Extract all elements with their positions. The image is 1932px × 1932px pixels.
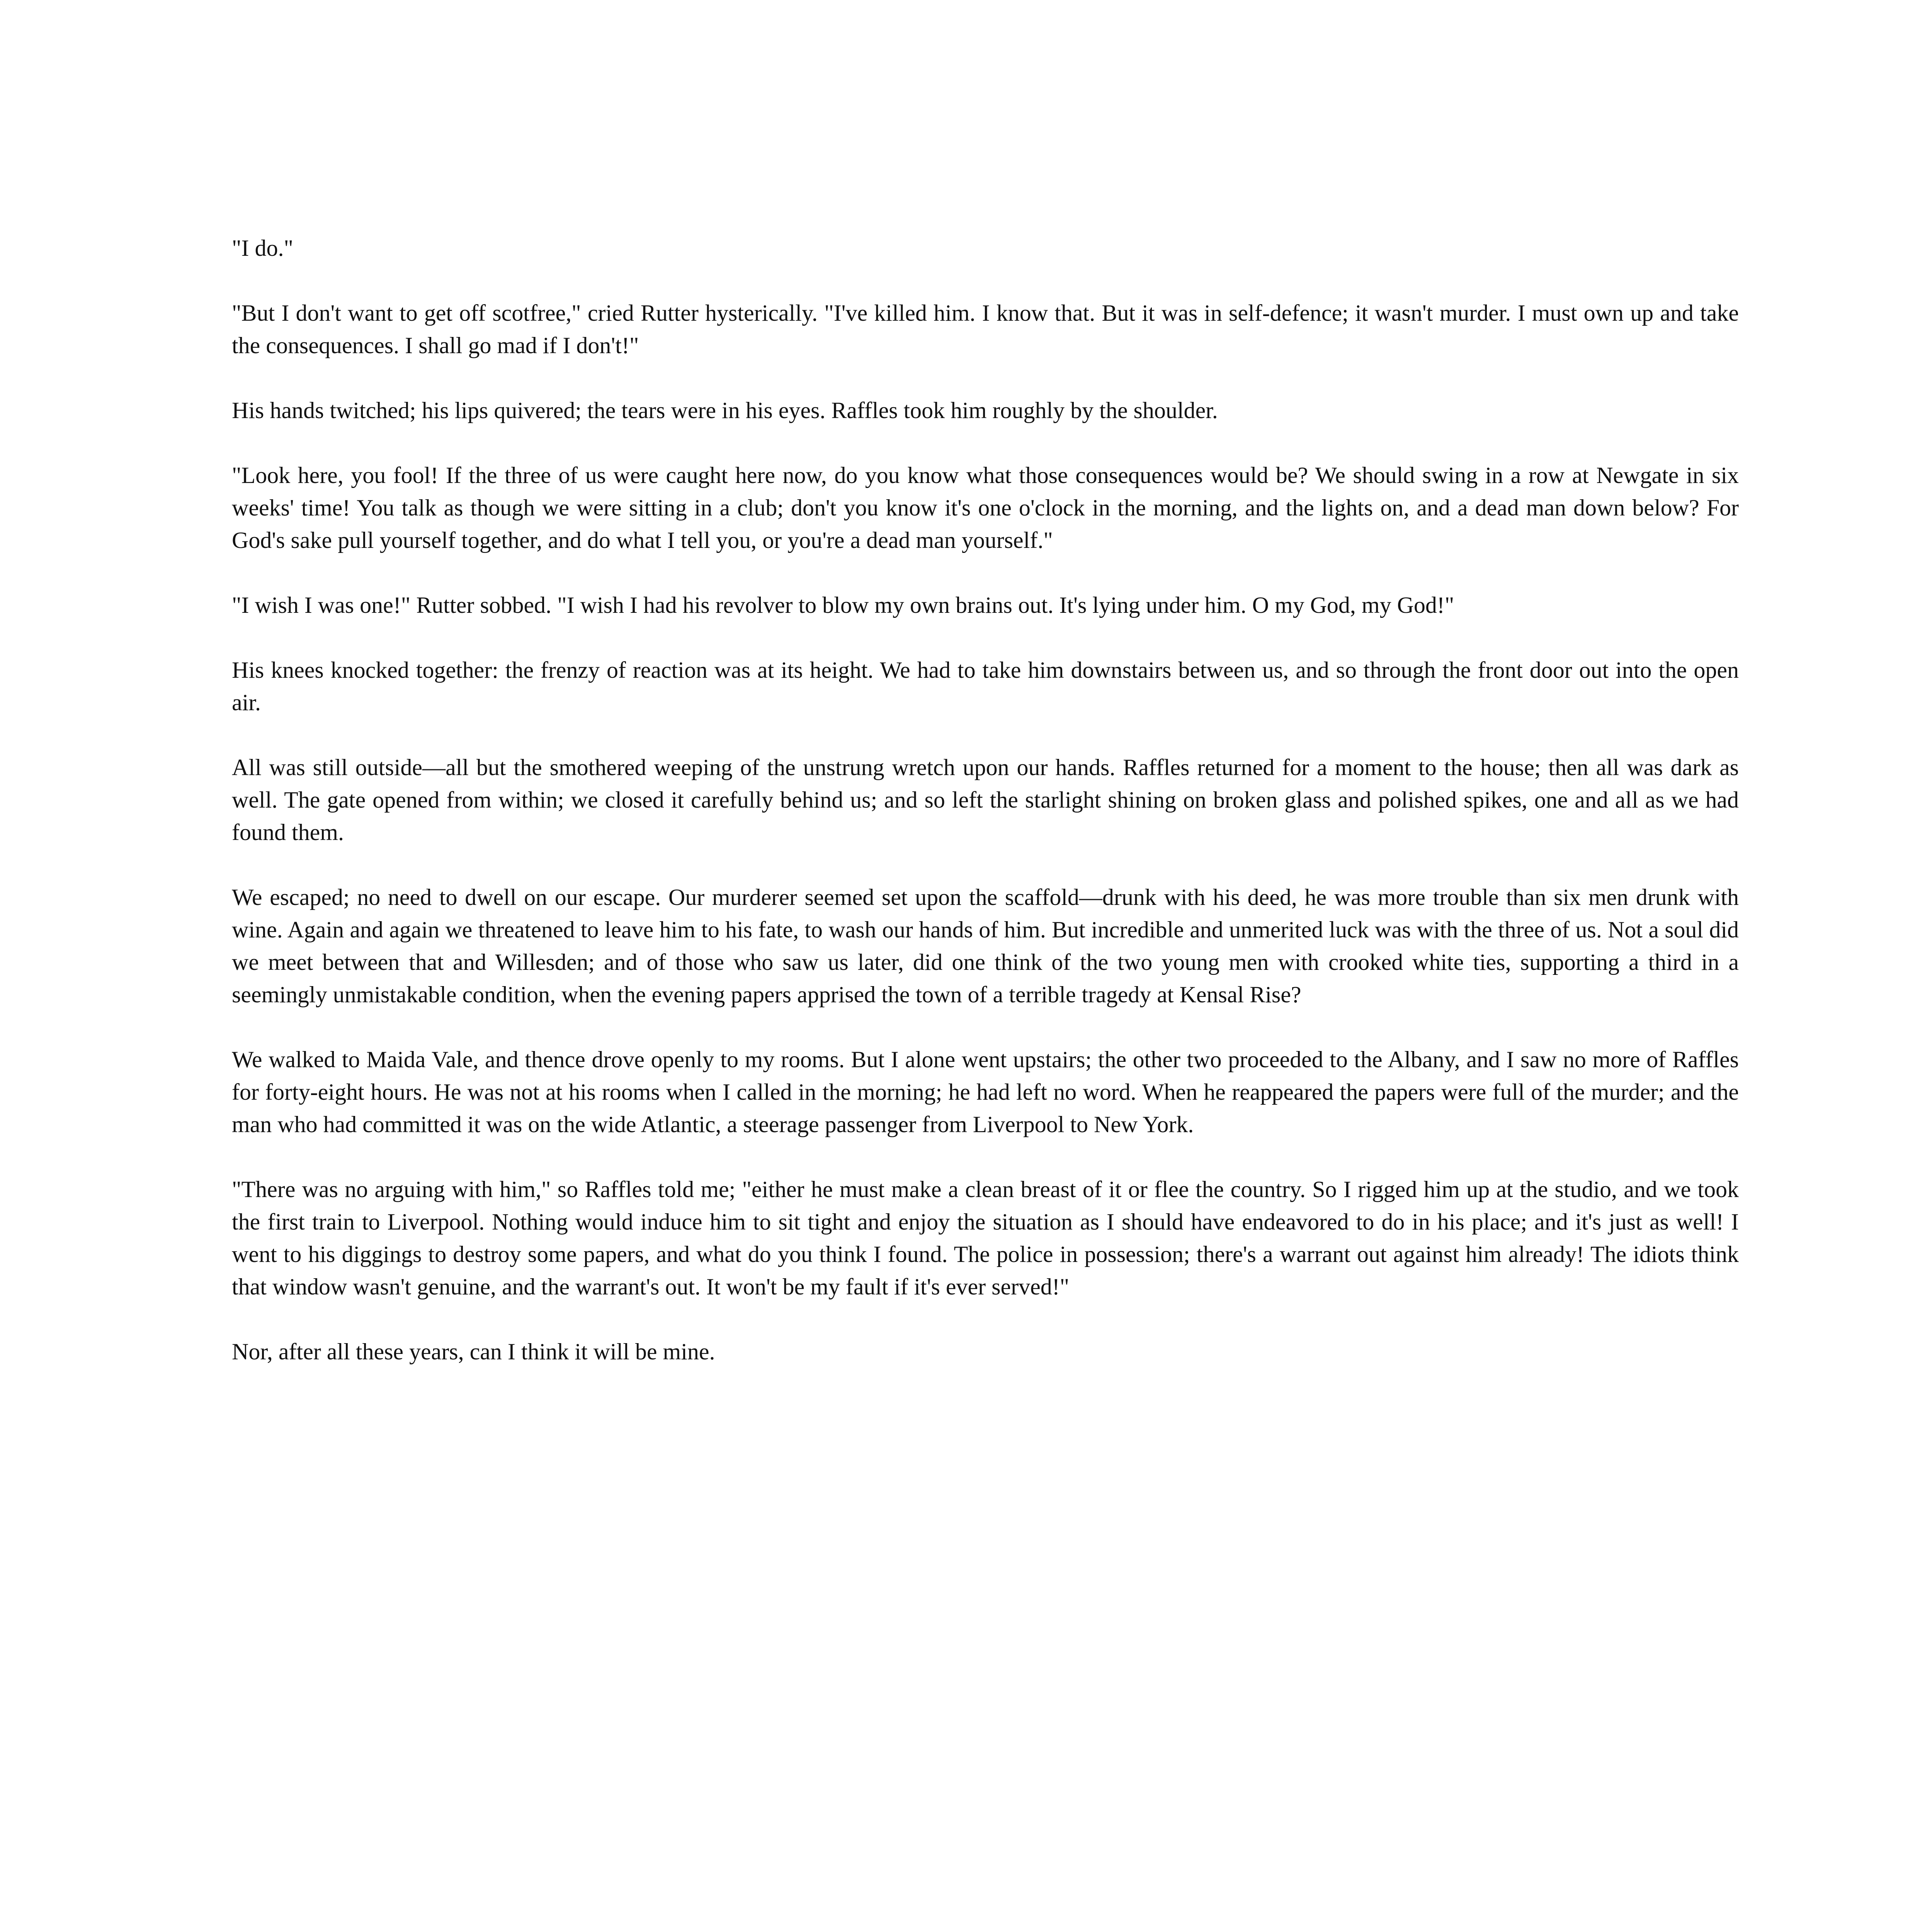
- paragraph: His hands twitched; his lips quivered; the tears were in his eyes. Raffles took him roughly by the shoulder.: [232, 398, 1218, 423]
- paragraph: We escaped; no need to dwell on our escape. Our murderer seemed set upon the scaffold—drunk with his deed, he was more trouble than six men drunk with wine. Again and again we threatened to leave him to his fate, to wash our hands of him. But incredible and unmerited luck was with the three of us. Not a soul did we meet between that and Willesden; and of those who saw us later, did one think of the two young men with crooked white ties, supporting a third in a seemingly unmistakable condition, when the evening papers apprised the town of a terrible tragedy at Kensal Rise?: [232, 884, 1739, 1007]
- paragraph: All was still outside—all but the smothered weeping of the unstrung wretch upon our hands. Raffles returned for a moment to the house; then all was dark as well. The gate opened from within; we closed it carefully behind us; and so left the starlight shining on broken glass and polished spikes, one and all as we had found them.: [232, 755, 1739, 845]
- paragraph: We walked to Maida Vale, and thence drove openly to my rooms. But I alone went upstairs; the other two proceeded to the Albany, and I saw no more of Raffles for forty-eight hours. He was not at his rooms when I called in the morning; he had left no word. When he reappeared the papers were full of the murder; and the man who had committed it was on the wide Atlantic, a steerage passenger from Liverpool to New York.: [232, 1047, 1739, 1137]
- paragraph: "Look here, you fool! If the three of us were caught here now, do you know what those consequences would be? We should swing in a row at Newgate in six weeks' time! You talk as though we were sitting in a club; don't you know it's one o'clock in the morning, and the lights on, and a dead man down below? For God's sake pull yourself together, and do what I tell you, or you're a dead man yourself.": [232, 463, 1739, 553]
- paragraph: "But I don't want to get off scotfree," cried Rutter hysterically. "I've killed him. I know that. But it was in self-defence; it wasn't murder. I must own up and take the consequences. I shall go mad if I don't!": [232, 300, 1739, 358]
- paragraph: "I do.": [232, 235, 293, 261]
- document-page: [232, 232, 1739, 1400]
- paragraph: Nor, after all these years, can I think it will be mine.: [232, 1339, 715, 1364]
- paragraph: "I wish I was one!" Rutter sobbed. "I wish I had his revolver to blow my own brains out. It's lying under him. O my God, my God!": [232, 592, 1454, 618]
- paragraph: His knees knocked together: the frenzy of reaction was at its height. We had to take him downstairs between us, and so through the front door out into the open air.: [232, 657, 1739, 715]
- paragraph: "There was no arguing with him," so Raffles told me; "either he must make a clean breast of it or flee the country. So I rigged him up at the studio, and we took the first train to Liverpool. Nothing would induce him to sit tight and enjoy the situation as I should have endeavored to do in his place; and it's just as well! I went to his diggings to destroy some papers, and what do you think I found. The police in possession; there's a warrant out against him already! The idiots think that window wasn't genuine, and the warrant's out. It won't be my fault if it's ever served!": [232, 1177, 1739, 1299]
